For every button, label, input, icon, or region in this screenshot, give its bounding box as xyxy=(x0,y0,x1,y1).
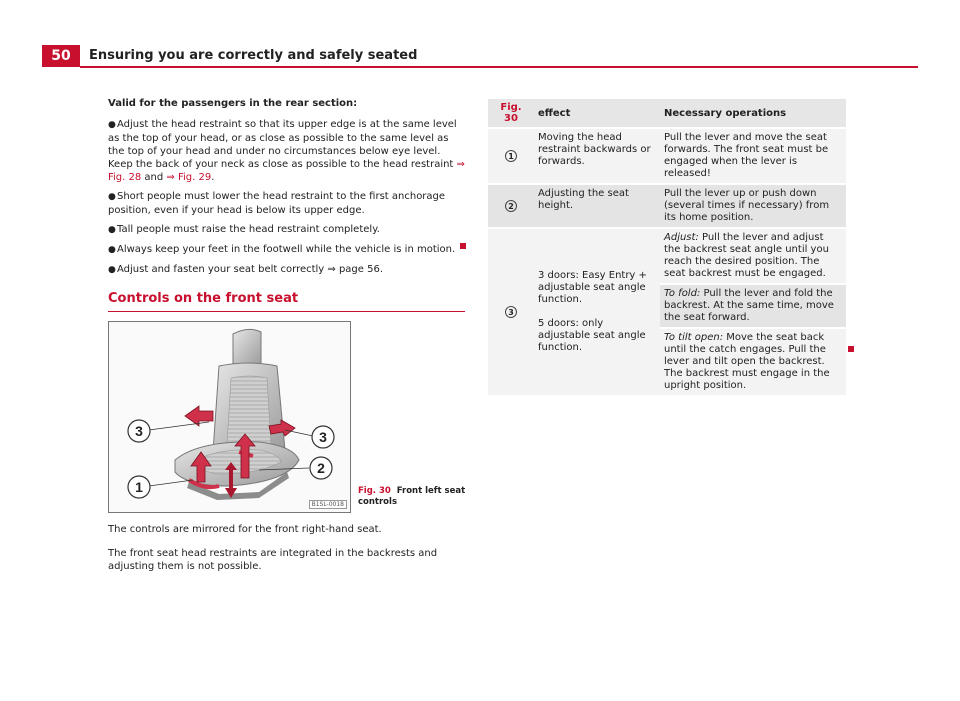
svg-text:3: 3 xyxy=(135,423,143,439)
bullet-icon: ● xyxy=(108,245,116,255)
figure-caption xyxy=(358,486,468,508)
fig-29-link[interactable]: ⇒ Fig. 29 xyxy=(166,172,212,183)
bullet-icon: ● xyxy=(108,192,116,202)
callout-number: 2 xyxy=(505,200,517,212)
svg-text:2: 2 xyxy=(317,460,325,476)
callout-3-right xyxy=(312,426,334,448)
table-row xyxy=(488,184,846,228)
effect-cell: 3 doors: Easy Entry + adjustable seat angle function. 5 doors: only adjustable seat angle function. xyxy=(534,228,660,396)
bullet-item: ●Adjust the head restraint so that its upper edge is at the same level as the top of your head, or as close as possible to the same level as the top of your head and under no circumstances below eye level. Keep the back of your neck as close as possible to the head restraint ⇒ Fig. 28 and ⇒ Fig. 29. xyxy=(108,119,465,183)
seat-figure xyxy=(108,321,351,513)
callout-2 xyxy=(310,457,332,479)
callout-3-left xyxy=(128,420,150,442)
effect-cell: Adjusting the seat height. xyxy=(534,184,660,228)
figure-caption-text: Front left seat controls xyxy=(358,486,466,507)
page-title: Ensuring you are correctly and safely seated xyxy=(89,48,418,63)
svg-text:1: 1 xyxy=(135,479,143,495)
bullet-item xyxy=(108,263,468,277)
table-row xyxy=(488,228,846,284)
callout-number: 3 xyxy=(505,306,517,318)
operations-cell: Adjust: Pull the lever and adjust the backrest seat angle until you reach the desired position. The seat backrest must be engaged. xyxy=(660,228,846,284)
header-fig: Fig. 30 xyxy=(488,99,534,128)
operations-cell: To tilt open: Move the seat back until the catch engages. Pull the lever and tilt open the backrest. The backrest must engage in the upright position. xyxy=(660,328,846,396)
section-end-marker xyxy=(460,243,466,249)
section-title: Controls on the front seat xyxy=(108,291,299,306)
header-rule xyxy=(80,66,918,68)
operations-cell: Pull the lever up or push down (several times if necessary) from its home position. xyxy=(660,184,846,228)
bullet-item: ●Always keep your feet in the footwell while the vehicle is in motion. xyxy=(108,244,456,255)
figure-code: B1SL-0018 xyxy=(309,500,347,509)
bullet-item: ●Tall people must raise the head restraint completely. xyxy=(108,224,380,235)
bullet-icon: ● xyxy=(108,120,116,130)
header-effect: effect xyxy=(534,99,660,128)
operations-cell: Pull the lever and move the seat forwards. The front seat must be engaged when the lever is released! xyxy=(660,128,846,184)
paragraph-mirrored: The controls are mirrored for the front right-hand seat. xyxy=(108,524,382,535)
operations-cell: To fold: Pull the lever and fold the backrest. At the same time, move the seat forward. xyxy=(660,284,846,328)
table-header-row xyxy=(488,99,846,128)
bullet-icon: ● xyxy=(108,265,116,275)
table-end-marker xyxy=(848,346,854,352)
svg-text:3: 3 xyxy=(319,429,327,445)
bullet-item: ●Short people must lower the head restraint to the first anchorage position, even if your head is below its upper edge. xyxy=(108,191,446,216)
header-operations: Necessary operations xyxy=(660,99,846,128)
controls-table xyxy=(488,99,846,397)
fig-28-link[interactable]: ⇒ Fig. 28 xyxy=(108,159,465,183)
rear-section xyxy=(108,97,468,283)
page-56-link[interactable]: Adjust and fasten your seat belt correctly ⇒ page 56. xyxy=(117,264,384,275)
paragraph-head-restraints: The front seat head restraints are integrated in the backrests and adjusting them is not possible. xyxy=(108,548,438,572)
page-number: 50 xyxy=(42,45,80,67)
table-row xyxy=(488,128,846,184)
section-rule xyxy=(108,311,465,312)
rear-section-heading: Valid for the passengers in the rear section: xyxy=(108,98,358,109)
callout-number: 1 xyxy=(505,150,517,162)
figure-number: Fig. 30 xyxy=(358,486,391,496)
effect-cell: Moving the head restraint backwards or forwards. xyxy=(534,128,660,184)
callout-1 xyxy=(128,476,150,498)
seat-illustration xyxy=(109,322,350,512)
bullet-icon: ● xyxy=(108,225,116,235)
